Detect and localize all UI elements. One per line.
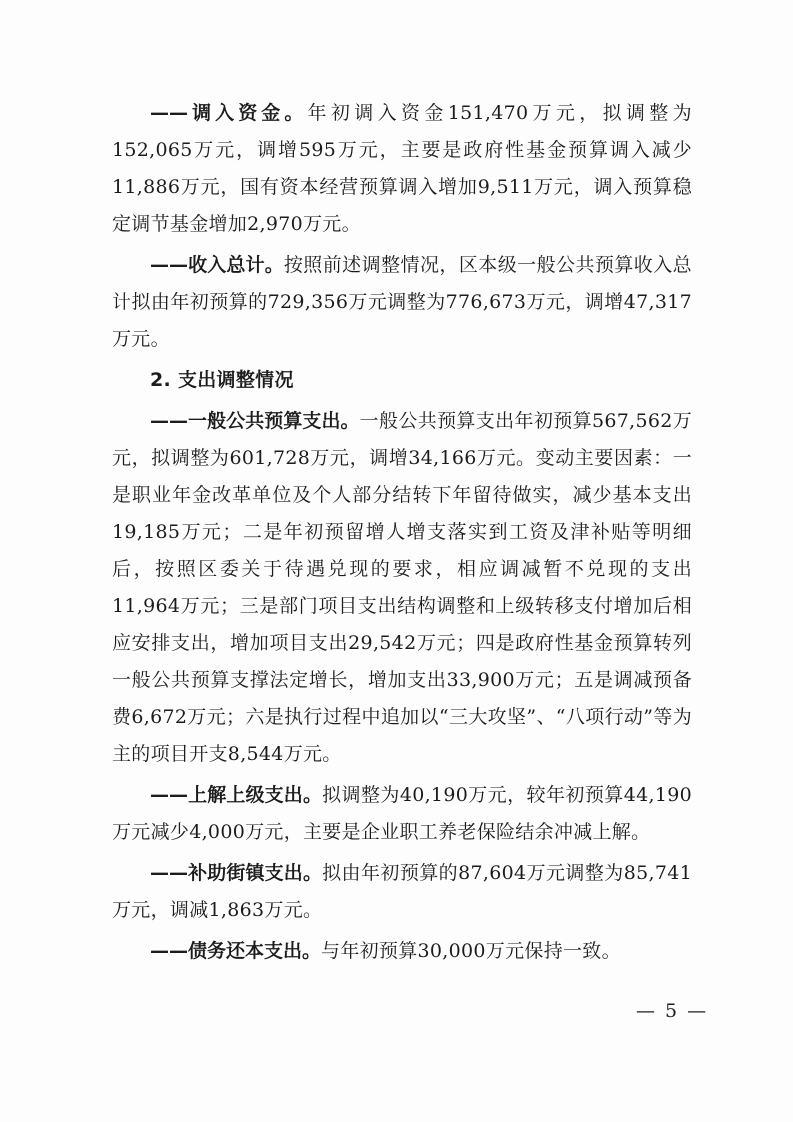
paragraph-lead: ——调入资金。: [150, 102, 308, 124]
paragraph-text: 一般公共预算支出年初预算567,562万元，拟调整为601,728万元，调增34,166万元。变动主要因素：一是职业年金改革单位及个人部分结转下年留待做实，减少基本支出19,185万元；二是年初预留增人增支落实到工资及津补贴等明细后，按照区委关于待遇兑现的要求，相应调减暂不兑现的支出11,964万元；三是部门项目支出结构调整和上级转移支付增加后相应安排支出，增加项目支出29,542万元；四是政府性基金预算转列一般公共预算支撑法定增长，增加支出33,900万元；五是调减预备费6,672万元；六是执行过程中追加以“三大攻坚”、“八项行动”等为主的项目开支8,544万元。: [112, 410, 692, 765]
paragraph-text: 年初调入资金151,470万元，拟调整为152,065万元，调增595万元，主要是政府性基金预算调入减少11,886万元，国有资本经营预算调入增加9,511万元，调入预算稳定调节基金增加2,970万元。: [112, 102, 692, 235]
paragraph-general-expenditure: [112, 403, 692, 773]
section-heading: 2. 支出调整情况: [150, 369, 294, 391]
paragraph-street-subsidy: [112, 855, 692, 929]
paragraph-text: 拟调整为40,190万元，较年初预算44,190万元减少4,000万元，主要是企业职工养老保险结余冲减上解。: [112, 784, 692, 843]
paragraph-text: 与年初预算30,000万元保持一致。: [321, 940, 621, 962]
paragraph-lead: ——上解上级支出。: [150, 784, 323, 806]
paragraph-total-revenue: [112, 247, 692, 358]
paragraph-upper-remittance: [112, 777, 692, 851]
paragraph-transfer-funds: [112, 95, 692, 243]
paragraph-text: 拟由年初预算的87,604万元调整为85,741万元，调减1,863万元。: [112, 862, 692, 921]
paragraph-lead: ——债务还本支出。: [150, 940, 322, 962]
page-number: — 5 —: [636, 1000, 709, 1022]
paragraph-lead: ——补助街镇支出。: [150, 862, 323, 884]
document-body: [112, 95, 692, 974]
paragraph-text: 按照前述调整情况，区本级一般公共预算收入总计拟由年初预算的729,356万元调整为776,673万元，调增47,317万元。: [112, 254, 692, 350]
paragraph-lead: ——一般公共预算支出。: [150, 410, 360, 432]
paragraph-debt-repayment: [112, 933, 692, 970]
paragraph-lead: ——收入总计。: [150, 254, 284, 276]
